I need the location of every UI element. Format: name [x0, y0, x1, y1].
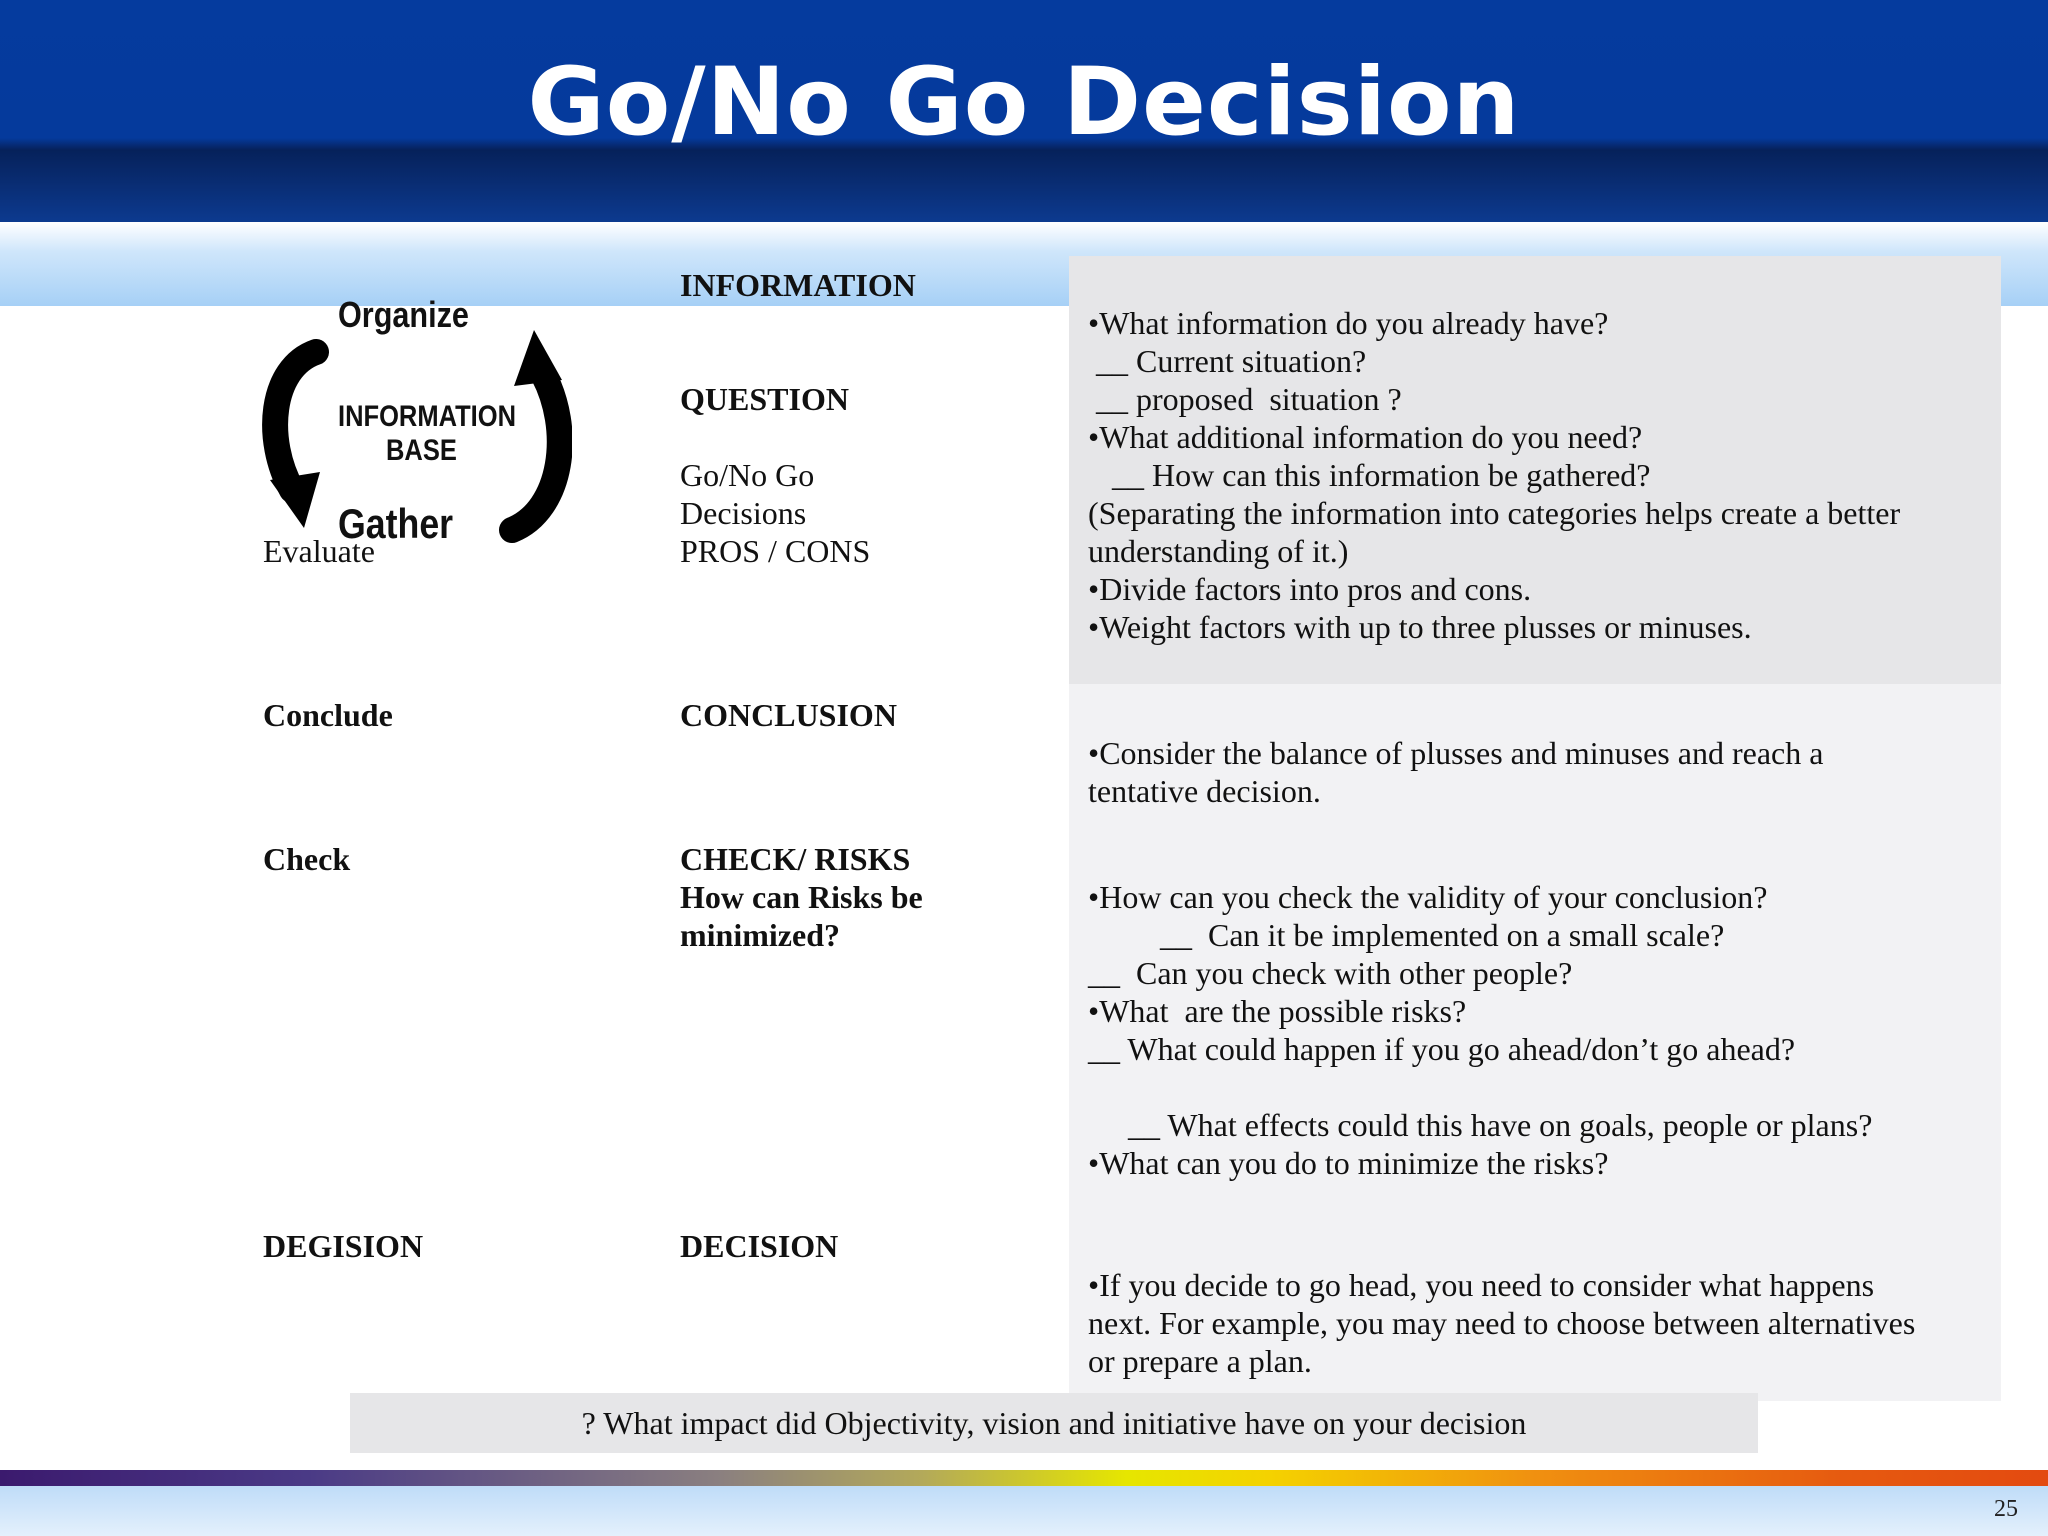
check-risks-line-2: How can Risks be — [680, 879, 923, 915]
check-line: •How can you check the validity of your conclusion? — [1088, 879, 1768, 915]
info-line: •What additional information do you need? — [1088, 419, 1643, 455]
conclusion-heading: CONCLUSION — [680, 697, 897, 733]
info-line: __ Current situation? — [1088, 343, 1367, 379]
page-number: 25 — [1994, 1496, 2018, 1522]
info-line: •What information do you already have? — [1088, 305, 1609, 341]
go-no-go-line-3: PROS / CONS — [680, 533, 871, 569]
decision-stage-label: DEGISION — [263, 1228, 424, 1264]
footer-band — [0, 1486, 2048, 1536]
info-line: __ proposed situation ? — [1088, 381, 1402, 417]
info-line: •Weight factors with up to three plusses or minuses. — [1088, 609, 1752, 645]
info-line: •Divide factors into pros and cons. — [1088, 571, 1532, 607]
check-line: •What are the possible risks? — [1088, 993, 1467, 1029]
decision-line: •If you decide to go head, you need to consider what happens — [1088, 1267, 1875, 1303]
gather-label: Gather — [338, 500, 454, 547]
slide-title: Go/No Go Decision — [527, 48, 1521, 157]
information-label: INFORMATION — [338, 400, 517, 433]
effects-line: •What can you do to minimize the risks? — [1088, 1145, 1609, 1181]
organize-label: Organize — [338, 294, 469, 335]
check-line: __ Can you check with other people? — [1088, 955, 1573, 991]
base-label: BASE — [386, 434, 457, 467]
decision-line: next. For example, you may need to choose between alternatives — [1088, 1305, 1916, 1341]
information-cycle-diagram — [262, 290, 572, 550]
evaluate-label: Evaluate — [263, 533, 375, 569]
check-line: __ Can it be implemented on a small scale? — [1088, 917, 1725, 953]
effects-line: __ What effects could this have on goals, people or plans? — [1088, 1107, 1873, 1143]
decision-heading: DECISION — [680, 1228, 839, 1264]
conclusion-line: •Consider the balance of plusses and minuses and reach a — [1088, 735, 1824, 771]
reflection-question: ? What impact did Objectivity, vision and initiative have on your decision — [350, 1393, 1758, 1453]
check-line: __ What could happen if you go ahead/don’t go ahead? — [1088, 1031, 1796, 1067]
go-no-go-line-1: Go/No Go — [680, 457, 815, 493]
info-line: understanding of it.) — [1088, 533, 1349, 569]
conclusion-line: tentative decision. — [1088, 773, 1321, 809]
information-heading: INFORMATION — [680, 267, 916, 303]
question-heading: QUESTION — [680, 381, 849, 417]
conclude-label: Conclude — [263, 697, 393, 733]
check-risks-line-3: minimized? — [680, 917, 840, 953]
rainbow-divider — [0, 1470, 2048, 1486]
check-risks-line-1: CHECK/ RISKS — [680, 841, 911, 877]
info-line: __ How can this information be gathered? — [1088, 457, 1651, 493]
info-line: (Separating the information into categories helps create a better — [1088, 495, 1901, 531]
go-no-go-line-2: Decisions — [680, 495, 807, 531]
decision-line: or prepare a plan. — [1088, 1343, 1312, 1379]
check-label: Check — [263, 841, 351, 877]
